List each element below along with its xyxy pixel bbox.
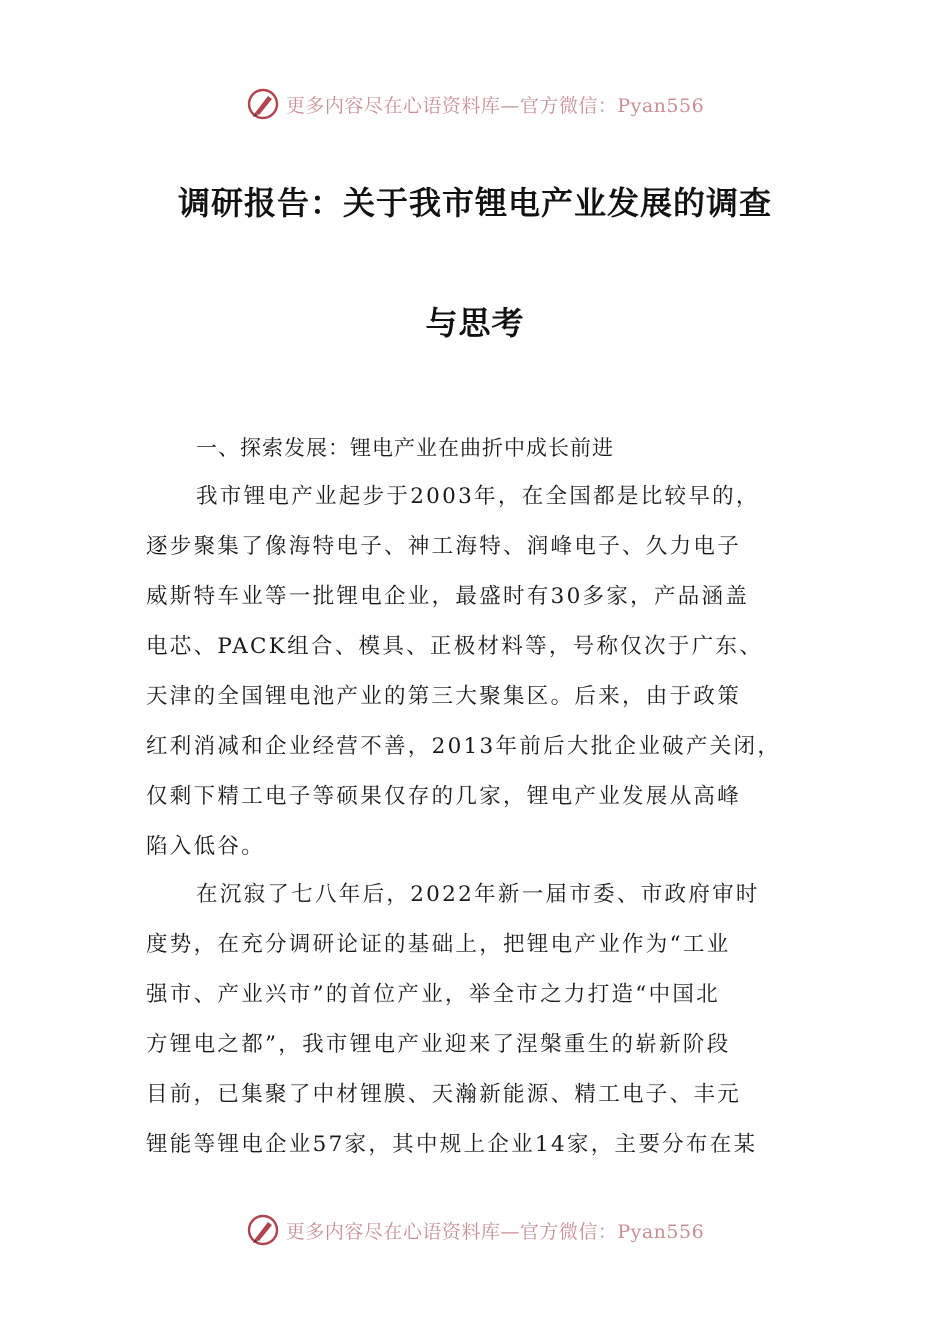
paragraph1-line: 红利消减和企业经营不善，2013年前后大批企业破产关闭， [146, 734, 782, 759]
paragraph2-line: 锂能等锂电企业57家，其中规上企业14家，主要分布在某 [146, 1132, 758, 1157]
paragraph1-line: 我市锂电产业起步于2003年，在全国都是比较早的， [196, 484, 760, 509]
watermark-header [0, 84, 950, 124]
pen-circle-logo-icon [246, 87, 280, 121]
watermark-text: 更多内容尽在心语资料库—官方微信：Pyan556 [285, 94, 705, 117]
document-title-line1: 调研报告：关于我市锂电产业发展的调查 [177, 184, 772, 222]
paragraph1-line: 陷入低谷。 [146, 834, 266, 859]
pen-circle-logo-icon [246, 1213, 280, 1247]
paragraph2-line: 强市、产业兴市”的首位产业，举全市之力打造“中国北 [146, 982, 720, 1007]
paragraph2-line: 方锂电之都”，我市锂电产业迎来了涅槃重生的崭新阶段 [146, 1032, 731, 1057]
paragraph2-line: 度势，在充分调研论证的基础上，把锂电产业作为“工业 [146, 932, 731, 957]
paragraph1-line: 仅剩下精工电子等硕果仅存的几家，锂电产业发展从高峰 [146, 784, 742, 809]
paragraph1-line: 逐步聚集了像海特电子、神工海特、润峰电子、久力电子 [146, 534, 742, 559]
section-heading: 一、探索发展：锂电产业在曲折中成长前进 [196, 436, 614, 460]
watermark-text: 更多内容尽在心语资料库—官方微信：Pyan556 [285, 1220, 705, 1243]
paragraph2-line: 在沉寂了七八年后，2022年新一届市委、市政府审时 [196, 882, 760, 907]
paragraph2-line: 目前，已集聚了中材锂膜、天瀚新能源、精工电子、丰元 [146, 1082, 742, 1107]
paragraph1-line: 电芯、PACK组合、模具、正极材料等，号称仅次于广东、 [146, 634, 764, 659]
paragraph1-line: 威斯特车业等一批锂电企业，最盛时有30多家，产品涵盖 [146, 584, 750, 609]
paragraph1-line: 天津的全国锂电池产业的第三大聚集区。后来，由于政策 [146, 684, 742, 709]
document-title-line2: 与思考 [425, 304, 525, 342]
watermark-footer [0, 1210, 950, 1250]
